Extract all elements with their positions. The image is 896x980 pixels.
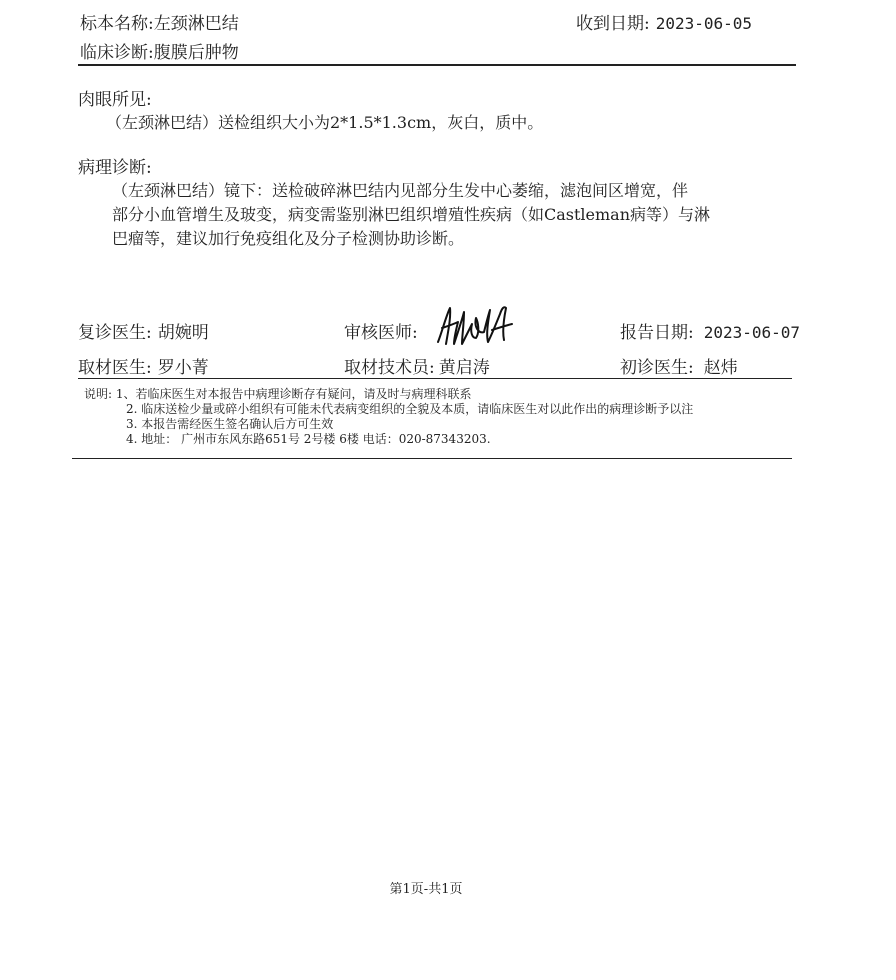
report-date-value: 2023-06-07 [703, 323, 801, 342]
notes [84, 387, 693, 447]
clinical-diagnosis [80, 38, 239, 63]
audit-doctor-label: 审核医师: [344, 323, 418, 343]
sampling-tech-value: 黄启涛 [438, 358, 490, 378]
received-value: 2023-06-05 [655, 14, 753, 33]
received-date [576, 9, 752, 34]
sampling-doctor [78, 353, 209, 378]
specimen-label: 标本名称: [80, 14, 154, 34]
initial-doctor-label: 初诊医生: [620, 358, 694, 378]
signature-divider [78, 378, 792, 379]
note-line-2: 2. 临床送检少量或碎小组织有可能未代表病变组织的全貌及本质，请临床医生对以此作出的病理诊断予以注 [126, 402, 694, 416]
header-divider [78, 64, 796, 66]
initial-doctor-value: 赵炜 [703, 358, 738, 378]
clinical-diagnosis-value: 腹膜后肿物 [153, 43, 239, 63]
pathology-line-3: 巴瘤等，建议加行免疫组化及分子检测协助诊断。 [112, 229, 465, 248]
page-number: 第1页-共1页 [389, 882, 463, 897]
report-date-label: 报告日期: [620, 323, 694, 343]
handwritten-signature-icon [432, 302, 516, 348]
clinical-diagnosis-label: 临床诊断: [80, 43, 154, 63]
review-doctor [78, 318, 209, 343]
note-line-1: 说明: 1、若临床医生对本报告中病理诊断存有疑问，请及时与病理科联系 [84, 387, 472, 401]
sampling-tech-label: 取材技术员: [344, 358, 435, 378]
pathology-line-1: （左颈淋巴结）镜下：送检破碎淋巴结内见部分生发中心萎缩，滤泡间区增宽，伴 [112, 181, 689, 200]
note-line-3: 3. 本报告需经医生签名确认后方可生效 [126, 417, 334, 431]
note-line-4: 4. 地址： 广州市东风东路651号 2号楼 6楼 电话：020-87343203. [126, 432, 491, 446]
sampling-doctor-label: 取材医生: [78, 358, 152, 378]
sampling-doctor-value: 罗小菁 [157, 358, 209, 378]
specimen-name [80, 9, 239, 34]
report-date [620, 318, 800, 343]
gross-text: （左颈淋巴结）送检组织大小为2*1.5*1.3cm，灰白，质中。 [106, 113, 544, 132]
sampling-tech [344, 353, 490, 378]
received-label: 收到日期: [576, 14, 650, 34]
notes-divider [72, 458, 792, 459]
review-doctor-label: 复诊医生: [78, 323, 152, 343]
specimen-value: 左颈淋巴结 [153, 14, 239, 34]
pathology-line-2: 部分小血管增生及玻变，病变需鉴别淋巴组织增殖性疾病（如Castleman病等）与淋 [112, 205, 711, 224]
initial-doctor [620, 353, 738, 378]
review-doctor-value: 胡婉明 [157, 323, 209, 343]
pathology-heading: 病理诊断: [78, 158, 152, 178]
gross-heading: 肉眼所见: [78, 90, 152, 110]
